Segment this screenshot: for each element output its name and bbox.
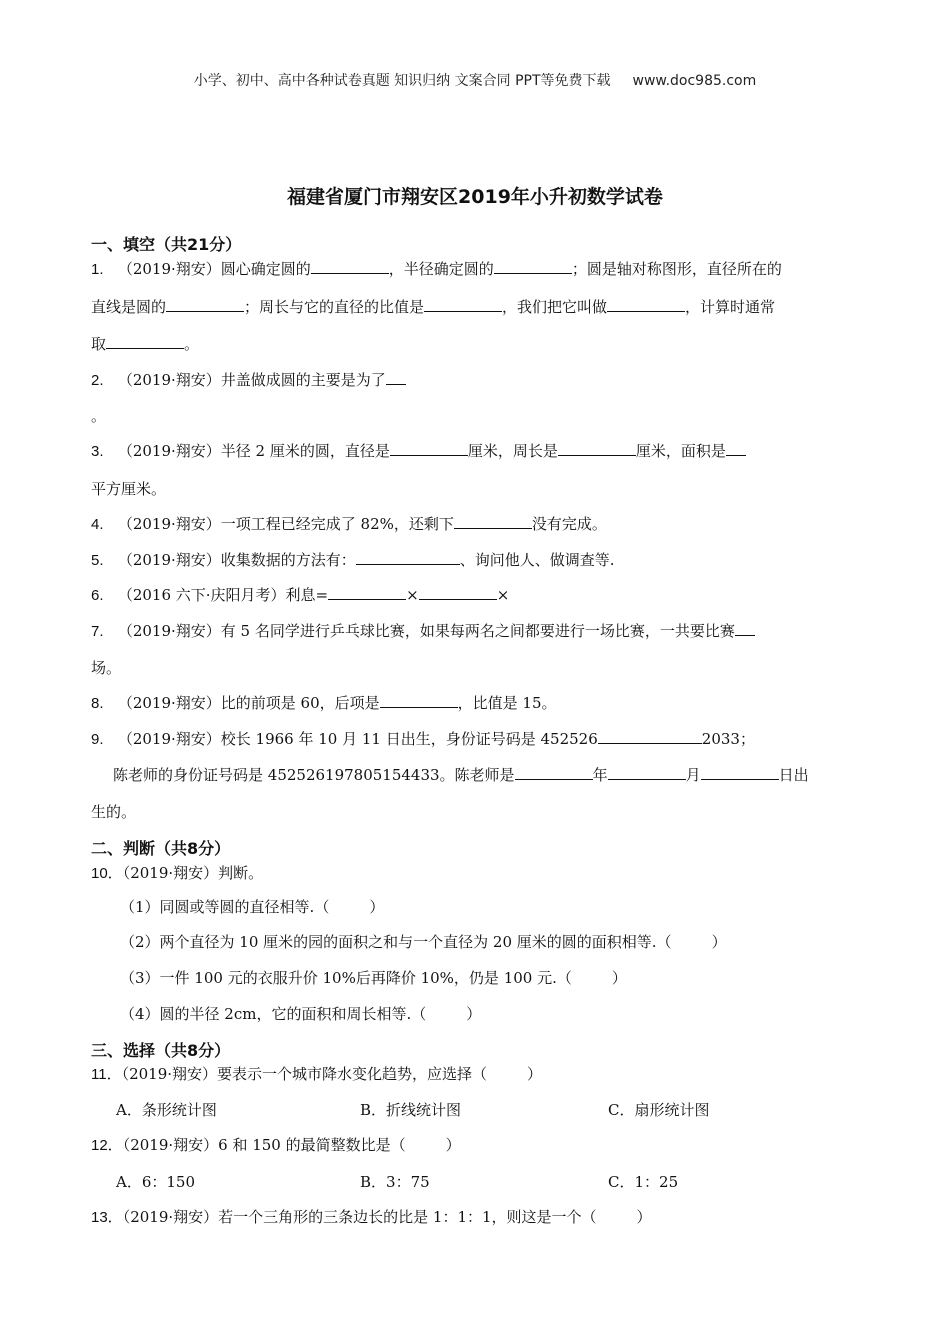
question-3: 3. （2019·翔安）半径 2 厘米的圆，直径是 厘米，周长是 厘米，面积是: [91, 440, 746, 461]
answer-blank[interactable]: [701, 764, 779, 780]
question-7-end: 场。: [91, 659, 122, 677]
question-10: 10．（2019·翔安）判断。: [91, 864, 264, 882]
answer-blank[interactable]: [106, 333, 184, 349]
question-2-end: 。: [91, 407, 107, 425]
question-12-option-c[interactable]: C．1：25: [608, 1173, 679, 1191]
answer-blank[interactable]: [558, 440, 636, 456]
page-header: [0, 70, 950, 90]
header-site-link[interactable]: www.doc985.com: [632, 73, 757, 89]
question-11-option-b[interactable]: B．折线统计图: [360, 1101, 462, 1119]
question-8: 8. （2019·翔安）比的前项是 60，后项是 ，比值是 15。: [91, 694, 557, 712]
section-heading-fill-blank: 一、填空（共21分）: [91, 235, 242, 254]
answer-blank[interactable]: [356, 549, 460, 565]
question-10-item-3: （3）一件 100 元的衣服升价 10%后再降价 10%，仍是 100 元.（ ）: [120, 969, 627, 987]
question-2: 2. （2019·翔安）井盖做成圆的主要是为了: [91, 369, 406, 390]
answer-blank[interactable]: [328, 584, 406, 600]
question-10-item-1: （1）同圆或等圆的直径相等.（ ）: [120, 898, 385, 916]
question-12: 12．（2019·翔安）6 和 150 的最简整数比是（ ）: [91, 1136, 461, 1154]
answer-blank[interactable]: [390, 440, 468, 456]
question-11-option-a[interactable]: A．条形统计图: [116, 1101, 217, 1119]
question-7: 7. （2019·翔安）有 5 名同学进行乒乓球比赛，如果每两名之间都要进行一场比赛，一共要比赛: [91, 620, 755, 641]
answer-blank[interactable]: [419, 584, 497, 600]
question-9: 9. （2019·翔安）校长 1966 年 10 月 11 日出生，身份证号码是 452526 2033；: [91, 730, 755, 748]
question-9-line-2: 陈老师的身份证号码是 452526197805154433。陈老师是 年 月 日出: [113, 766, 809, 784]
question-11-option-c[interactable]: C．扇形统计图: [608, 1101, 710, 1119]
question-10-item-2: （2）两个直径为 10 厘米的园的面积之和与一个直径为 20 厘米的圆的面积相等.（ ）: [120, 933, 727, 951]
answer-blank[interactable]: [166, 296, 244, 312]
question-1-line-1: 1. （2019·翔安）圆心确定圆的 ，半径确定圆的 ；圆是轴对称图形，直径所在的: [91, 260, 782, 278]
answer-blank[interactable]: [515, 764, 593, 780]
answer-blank[interactable]: [608, 764, 686, 780]
question-5: 5. （2019·翔安）收集数据的方法有： 、询问他人、做调查等.: [91, 551, 615, 569]
question-3-end: 平方厘米。: [91, 480, 167, 498]
question-12-option-a[interactable]: A．6：150: [116, 1173, 196, 1191]
answer-blank[interactable]: [424, 296, 502, 312]
answer-blank[interactable]: [735, 620, 755, 636]
question-6: 6. （2016 六下·庆阳月考）利息= × ×: [91, 586, 510, 604]
question-13: 13．（2019·翔安）若一个三角形的三条边长的比是 1：1：1，则这是一个（ ）: [91, 1208, 652, 1226]
answer-blank[interactable]: [454, 513, 532, 529]
answer-blank[interactable]: [607, 296, 685, 312]
header-tagline: 小学、初中、高中各种试卷真题 知识归纳 文案合同 PPT等免费下载: [193, 73, 611, 89]
question-11: 11．（2019·翔安）要表示一个城市降水变化趋势，应选择（ ）: [91, 1065, 543, 1083]
question-4: 4. （2019·翔安）一项工程已经完成了 82%，还剩下 没有完成。: [91, 515, 607, 533]
question-9-end: 生的。: [91, 803, 137, 821]
question-10-item-4: （4）圆的半径 2cm，它的面积和周长相等.（ ）: [120, 1005, 482, 1023]
page-title: 福建省厦门市翔安区2019年小升初数学试卷: [287, 186, 663, 208]
answer-blank[interactable]: [598, 728, 702, 744]
question-12-option-b[interactable]: B．3：75: [360, 1173, 430, 1191]
answer-blank[interactable]: [386, 369, 406, 385]
answer-blank[interactable]: [494, 258, 572, 274]
question-1-line-3: 取 。: [91, 335, 200, 353]
section-heading-judge: 二、判断（共8分）: [91, 839, 231, 858]
answer-blank[interactable]: [311, 258, 389, 274]
question-1-line-2: 直线是圆的 ；周长与它的直径的比值是 ，我们把它叫做 ，计算时通常: [91, 298, 776, 316]
section-heading-choice: 三、选择（共8分）: [91, 1041, 231, 1060]
answer-blank[interactable]: [726, 440, 746, 456]
answer-blank[interactable]: [380, 692, 458, 708]
